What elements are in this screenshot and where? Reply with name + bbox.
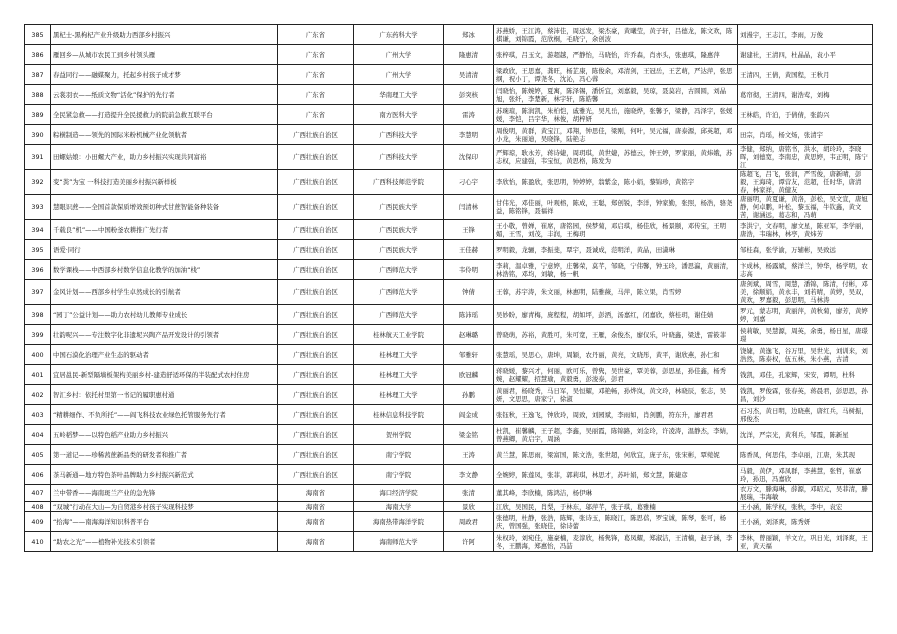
school-cell: 南方医科大学 <box>354 105 444 125</box>
project-title: “园丁”公益计划——助力农村幼儿教师专业成长 <box>51 305 278 325</box>
school-cell: 广西民族大学 <box>354 195 444 220</box>
row-number: 403 <box>25 405 51 425</box>
advisors-cell: 罗元，蒙志明，黄丽萍，黄秋菊，廖芳，黄婷婷，刘嘉 <box>738 305 873 325</box>
province-cell: 广西壮族自治区 <box>278 325 354 345</box>
leader-cell: 陈沛瑶 <box>444 305 494 325</box>
table-row <box>25 512 873 532</box>
table-row <box>25 385 873 405</box>
table-row <box>25 465 873 485</box>
members-cell: 张钰秋，王逸飞，钟欣玲，周致，刘园斌，李雨如，肖剑鹏，符东升，廖君君 <box>494 405 738 425</box>
leader-cell: 雷涛 <box>444 105 494 125</box>
advisors-cell: 李林，曾丽颖，羊文立，巩日光，刘泽爽，王亚，黄天福 <box>738 532 873 552</box>
row-number: 395 <box>25 240 51 260</box>
row-number: 400 <box>25 345 51 365</box>
advisors-cell: 王小涵，陈学权，张秋，李中，袁宏 <box>738 502 873 512</box>
province-cell: 广西壮族自治区 <box>278 365 354 385</box>
school-cell: 广西师范大学 <box>354 260 444 280</box>
advisors-cell: 邹桂森，张学渝，万辅彬，吴致远 <box>738 240 873 260</box>
school-cell: 广西师范大学 <box>354 305 444 325</box>
leader-cell: 闫清林 <box>444 195 494 220</box>
row-number: 385 <box>25 25 51 45</box>
province-cell: 广东省 <box>278 65 354 85</box>
project-title: 智汇乡村：依托村里第一书记的履职惠村通 <box>51 385 278 405</box>
row-number: 387 <box>25 65 51 85</box>
school-cell: 南宁学院 <box>354 465 444 485</box>
table-row <box>25 325 873 345</box>
province-cell: 广东省 <box>278 105 354 125</box>
table-row <box>25 502 873 512</box>
school-cell: 海南大学 <box>354 502 444 512</box>
row-number: 407 <box>25 485 51 502</box>
project-title: 田螺姑娘：小田螺大产业，助力乡村振兴实现共同富裕 <box>51 145 278 170</box>
advisors-cell: 田宗，肖瑶，杨文炀，张清宇 <box>738 125 873 145</box>
leader-cell: 周政君 <box>444 512 494 532</box>
project-title: 茶马新通—地方特色茶叶品牌助力乡村振兴新范式 <box>51 465 278 485</box>
project-title: 壮韵呢兴——专注数字化非遗坭兴陶产品开发设计的引领者 <box>51 325 278 345</box>
province-cell: 广西壮族自治区 <box>278 305 354 325</box>
advisors-cell: 李健，郑纳，唐铭书，洪水，胡玲玲，李晓晖，刘德宽，李南忠，黄思婷，韦正明，陈宁江 <box>738 145 873 170</box>
school-cell: 桂林理工大学 <box>354 365 444 385</box>
table-row <box>25 445 873 465</box>
school-cell: 桂林理工大学 <box>354 385 444 405</box>
province-cell: 海南省 <box>278 485 354 502</box>
project-title: 五岭稻梦——以特色稻产业助力乡村振兴 <box>51 425 278 445</box>
project-title: 云裳羽衣——纸质文物“活化”保护的先行者 <box>51 85 278 105</box>
members-cell: 曾晓萌，苏裕，黄胜可，朱可宽，王雁，余俊杰，廖仅乐，叶晓鑫，梁进，雷筱菲 <box>494 325 738 345</box>
advisors-cell: 唐剑斌，周雪，周慧，潘锦，陈清，付彬，邓美，徐顺娟，黄永丰，刘若晴，黄婷，吴双，黄欢，罗嘉毅，彭思明，马林涛 <box>738 280 873 305</box>
project-title: 金风计划——西部乡村学生卓然成长的引航者 <box>51 280 278 305</box>
project-table <box>24 24 873 552</box>
leader-cell: 孙鹏 <box>444 385 494 405</box>
leader-cell: 钟倩 <box>444 280 494 305</box>
province-cell: 广西壮族自治区 <box>278 345 354 365</box>
row-number: 394 <box>25 220 51 240</box>
school-cell: 海南热带海洋学院 <box>354 512 444 532</box>
leader-cell: 李慧明 <box>444 125 494 145</box>
members-cell: 张梓琪，吕玉文，游超越，严静怡，马晓怡，许乔森，肖亦头，张惠琪，隆惠萍 <box>494 45 738 65</box>
province-cell: 广东省 <box>278 85 354 105</box>
table-row <box>25 405 873 425</box>
leader-cell: 景欣 <box>444 502 494 512</box>
table-row <box>25 280 873 305</box>
project-title: “拾海”——南海海洋知识科普平台 <box>51 512 278 532</box>
row-number: 398 <box>25 305 51 325</box>
province-cell: 广西壮族自治区 <box>278 405 354 425</box>
project-title: 第一道记——珍稀茜蔗新品类的研发者和推广者 <box>51 445 278 465</box>
table-row <box>25 45 873 65</box>
row-number: 389 <box>25 105 51 125</box>
leader-cell: 隆惠清 <box>444 45 494 65</box>
table-row <box>25 532 873 552</box>
row-number: 397 <box>25 280 51 305</box>
members-cell: 王蓉，苏宇涛，朱文丽，林惠明，陆雅薇，马萍，陈立果，肖雪婷 <box>494 280 738 305</box>
leader-cell: 李文静 <box>444 465 494 485</box>
row-number: 388 <box>25 85 51 105</box>
members-cell: 李欣怡，陈盈欣，张思明，钟婷婷，翁紫金，陈小娟，黎锦珍，黄铭宇 <box>494 170 738 195</box>
members-cell: 张德明，杜静，张浩，陈辉，张诗玉，陈晓江，陈思蓓，罗宝诚，陈琴，张可，杨庆，曾国强，张晓佳，徐诗蕾 <box>494 512 738 532</box>
school-cell: 海南师范大学 <box>354 532 444 552</box>
project-title: 语爱·同行 <box>51 240 278 260</box>
project-title: “助农之光”——植物补光技术引领者 <box>51 532 278 552</box>
school-cell: 华南理工大学 <box>354 85 444 105</box>
row-number: 399 <box>25 325 51 345</box>
project-title: 千载良”机”——中国粉釜农耕推广先行者 <box>51 220 278 240</box>
province-cell: 广东省 <box>278 45 354 65</box>
row-number: 405 <box>25 445 51 465</box>
advisors-cell: 王林皓，许泊，于倩倩，张韵兴 <box>738 105 873 125</box>
province-cell: 广西壮族自治区 <box>278 170 354 195</box>
table-row <box>25 305 873 325</box>
province-cell: 广西壮族自治区 <box>278 195 354 220</box>
members-cell: 李莉，温卓雅，宁意婷，庄馨荣，莫芊，邹晓，宁伟馨，钟玉玲，潘思瀛，黄丽清，林浩铭，邓均，刘敏，杨一帆 <box>494 260 738 280</box>
project-title: 慧眼识蔗——全国首款保质增效预切种式甘蔗智能备种装备 <box>51 195 278 220</box>
members-cell: 王小敬，曾婵，崔席，唐铭园，侯梦菊，邓启琪，杨佳欣，杨景颐，邓传宝，王明媚，王雪，刘茂，丰润，王梅玥 <box>494 220 738 240</box>
project-title: 兰中带香——海南斑兰产业的急先锋 <box>51 485 278 502</box>
table-row <box>25 260 873 280</box>
leader-cell: 梁金铭 <box>444 425 494 445</box>
row-number: 390 <box>25 125 51 145</box>
table-row <box>25 25 873 45</box>
table-row <box>25 145 873 170</box>
school-cell: 广东药科大学 <box>354 25 444 45</box>
row-number: 402 <box>25 385 51 405</box>
leader-cell: 韦伶明 <box>444 260 494 280</box>
province-cell: 广西壮族自治区 <box>278 425 354 445</box>
advisors-cell: 刘漫宇，王志江，李雨，万俊 <box>738 25 873 45</box>
project-title: 宜居邕民-新型隔墙板架构美丽乡村-建造舒适环保的半装配式农村住房 <box>51 365 278 385</box>
school-cell: 广西科技大学 <box>354 145 444 170</box>
leader-cell: 阎金成 <box>444 405 494 425</box>
province-cell: 广西壮族自治区 <box>278 465 354 485</box>
school-cell: 桂林航天工业学院 <box>354 325 444 345</box>
table-row <box>25 485 873 502</box>
advisors-cell: 葛帘彻，王清四，谢浩莺，刘梅 <box>738 85 873 105</box>
row-number: 391 <box>25 145 51 170</box>
province-cell: 广西壮族自治区 <box>278 385 354 405</box>
province-cell: 广东省 <box>278 25 354 45</box>
row-number: 410 <box>25 532 51 552</box>
project-title: 春益同行——融媒聚力，托起乡村孩子成才梦 <box>51 65 278 85</box>
row-number: 406 <box>25 465 51 485</box>
school-cell: 广西民族大学 <box>354 220 444 240</box>
advisors-cell: 马毅，黄伊，邓凤群，李燕慧，张哲，崔嘉玲，孙迅，冯嘉欣 <box>738 465 873 485</box>
project-title: 全民紧急救——打造提升全民援救力的院前急救互联平台 <box>51 105 278 125</box>
members-cell: 罗明毅，龙骊，李振斐，覃宇，聂诚成，范明洋，黄晶，田潇琳 <box>494 240 738 260</box>
advisors-cell: 侯莉敏，吴慧源，周英，余勇，杨日星，唐璟璟 <box>738 325 873 345</box>
table-row <box>25 125 873 145</box>
members-cell: 朱权玲，刘宛佳，施豪楠，麦淳欣，杨隽锋，葛凤耀，郑淑洁，王清楠，赵子涵，李冬，王鹏海，郑惠怡，冯喆 <box>494 532 738 552</box>
advisors-cell: 卞成林，杨露斌，蔡洋兰，钟华，杨学明，农志高 <box>738 260 873 280</box>
members-cell: 江欣，吴国民，肖梨，于林东，邬萍芊，张子琪，葛雅楠 <box>494 502 738 512</box>
members-cell: 董其峰，李欣楠，陈鸿洁，杨伊琳 <box>494 485 738 502</box>
advisors-cell: 王小涵，刘泽爽，陈秀妍 <box>738 512 873 532</box>
leader-cell: 沈保印 <box>444 145 494 170</box>
project-title: 黑杞士-黑枸杞产业升级助力西部乡村振兴 <box>51 25 278 45</box>
province-cell: 广西壮族自治区 <box>278 445 354 465</box>
school-cell: 广西科技师范学院 <box>354 170 444 195</box>
advisors-cell: 陈超飞，吕飞，张润，严雪俊，唐新晴，彭毅，王海琦，谭营友，范超，任时华，唐清春，林家祥，黄健友 <box>738 170 873 195</box>
members-cell: 梁政欣，王思嘉，龚旺，杨芷康，陈俊余，邓清剑，王冠岳，王艺萌，严达萍，张思纲，祝小丁，谭尧冬，沈沁，冯心蓉 <box>494 65 738 85</box>
table-row <box>25 195 873 220</box>
school-cell: 广西科技大学 <box>354 125 444 145</box>
leader-cell: 彭突核 <box>444 85 494 105</box>
project-title: 中国石漠化治理产业生态的驱动者 <box>51 345 278 365</box>
table-row <box>25 105 873 125</box>
leader-cell: 王锋 <box>444 220 494 240</box>
table-row <box>25 65 873 85</box>
project-title: 变“粪”为宝 一科技打造美丽乡村振兴新样板 <box>51 170 278 195</box>
school-cell: 广西师范大学 <box>354 280 444 305</box>
members-cell: 苏燕娇，王江涛，蔡沛佳，周远发，梁杰豪，黄曦莹，黄子轩，吕德龙，陈文欢，陈棋谦，刘锦霞，范欣桐，毛晓宁，余创波 <box>494 25 738 45</box>
school-cell: 南宁学院 <box>354 445 444 465</box>
school-cell: 贺州学院 <box>354 425 444 445</box>
table-row <box>25 220 873 240</box>
row-number: 392 <box>25 170 51 195</box>
advisors-cell: 唐丽明，黄夏谦，黄洛，彭松，吴文宣，唐旭静，何卓鹏，叶松，黎玉福，牛钦鑫，黄文苦，谢涵远，葛志和，冯萌 <box>738 195 873 220</box>
members-cell: 吴妙盼，廖青梅，庞程程，胡如坪，彭洒，汤嘉红，闭嘉欣，蔡桂玥，谢佳婧 <box>494 305 738 325</box>
members-cell: 闫晓怡，陈婉婷，夏寓，陈泽锡，潘忻宜，刘嘉毅，吴琼，聂莫岩，古圆圆，刘晶旭，张纤，李楚新，林宇轩，陈皓馨 <box>494 85 738 105</box>
members-cell: 张慧瑶，吴思心，唐坤，周颖，农丹丽，黄亮，文晓彤，黄平，谢欣燕，孙仁和 <box>494 345 738 365</box>
school-cell: 桂林信息科技学院 <box>354 405 444 425</box>
leader-cell: 邹雅轩 <box>444 345 494 365</box>
table-row <box>25 425 873 445</box>
project-title: “精耕细作、不负所托”——阎飞科技农业绿色托管服务先行者 <box>51 405 278 425</box>
table-row <box>25 345 873 365</box>
row-number: 396 <box>25 260 51 280</box>
table-body <box>25 25 873 552</box>
advisors-cell: 谢建社，王清四，杜晶晶，袁小平 <box>738 45 873 65</box>
leader-cell: 王佳赫 <box>444 240 494 260</box>
leader-cell: 王涛 <box>444 445 494 465</box>
province-cell: 海南省 <box>278 512 354 532</box>
leader-cell: 欧冠麟 <box>444 365 494 385</box>
project-title: 雁回乡—从城市农民工到乡村领头雁 <box>51 45 278 65</box>
province-cell: 海南省 <box>278 532 354 552</box>
members-cell: 蒋晓媛，黎兴才，何丽，欧可乐，曾隽，吴世豪，覃美蓉，彭思星，孙佳鑫，杨秀婉，赵耀耀，招慧瑜，黄毅勇，彭浚泰，彭君 <box>494 365 738 385</box>
advisors-cell: 钱凯，邓佳，孔家辉，宋安，谭明，杜科 <box>738 365 873 385</box>
leader-cell: 赵琳璐 <box>444 325 494 345</box>
document-sheet <box>24 24 872 552</box>
school-cell: 广州大学 <box>354 65 444 85</box>
row-number: 408 <box>25 502 51 512</box>
leader-cell: 吴清清 <box>444 65 494 85</box>
province-cell: 广西壮族自治区 <box>278 145 354 170</box>
leader-cell: 刁心宇 <box>444 170 494 195</box>
province-cell: 海南省 <box>278 502 354 512</box>
school-cell: 海口经济学院 <box>354 485 444 502</box>
advisors-cell: 沈洋，严宗光，黄利兵，邹霞，陈新星 <box>738 425 873 445</box>
table-row <box>25 240 873 260</box>
row-number: 401 <box>25 365 51 385</box>
province-cell: 广西壮族自治区 <box>278 260 354 280</box>
advisors-cell: 陈香凤，何思伟，李卓丽，江唐，朱其现 <box>738 445 873 465</box>
province-cell: 广西壮族自治区 <box>278 220 354 240</box>
advisors-cell: 饶婕，黄逸飞，谷万里，吴世光，刘训来，刘浩然，陈泰权，伍五林，朱小燕，古清 <box>738 345 873 365</box>
row-number: 393 <box>25 195 51 220</box>
members-cell: 黄丽君，杨晓秀，马日军，吴恒耀，邓艳畅，孙烨岚，黄文玲，林晓辰，张志，吴妍，文思思，唐家宁，徐淑 <box>494 385 738 405</box>
members-cell: 苏琬瑄，陈润凯，朱柏恺，戚雅光，吴凡岳，施晓烨，张馨予，梁静，冯泽宇，张媛媛，李恺，吕宇华，林俊，胡梓妍 <box>494 105 738 125</box>
school-cell: 广西民族大学 <box>354 240 444 260</box>
members-cell: 黄兰慧，陈思雨，梁富国，陈文浩，张世超，何欣宜，庞子东，张宋彬，覃菀妮 <box>494 445 738 465</box>
province-cell: 广西壮族自治区 <box>278 125 354 145</box>
members-cell: 严辉琼，耿永芳，蒋诗婕，周玥琪，黄世婕，苏德云，钟王婷，罗家丽，黄炜娥，苏志权，应建强，韦宝恒，黄思格，陈发为 <box>494 145 738 170</box>
row-number: 404 <box>25 425 51 445</box>
school-cell: 广州大学 <box>354 45 444 65</box>
project-title: “双城”行动在大山—为自贸港乡村孩子实现科技梦 <box>51 502 278 512</box>
row-number: 409 <box>25 512 51 532</box>
project-title: 数学课栈——中西部乡村数学信息化教学的加油“栈” <box>51 260 278 280</box>
leader-cell: 张清 <box>444 485 494 502</box>
advisors-cell: 钱凯，罗俊霖，张春英，蒋晨君，彭思思，孙昌，刘沙 <box>738 385 873 405</box>
members-cell: 周俊明，黄群，黄宝江，邓翔，钟思佳，梁刚，何叶，吴元福，唐泰源，邱英超，邓小龙，朱丽迪，吴晓锋，陆艳志 <box>494 125 738 145</box>
members-cell: 甘伟光，邓佳丽，叶观榕，陈成，王聪，郑创锐，李洋，钟家勤，张照，杨浩，骆尧益，陈铭锋，聂福祥 <box>494 195 738 220</box>
table-row <box>25 85 873 105</box>
members-cell: 全婉婷，陈莲凤，张菲，郭莉琪，林思才，苏叶娟，郑文慧，陈婕彦 <box>494 465 738 485</box>
table-row <box>25 365 873 385</box>
school-cell: 桂林理工大学 <box>354 345 444 365</box>
advisors-cell: 石习杰，黄日明，边晓燕，唐红兵，马树振，邢俊杰 <box>738 405 873 425</box>
project-title: 粽横制造——领先的国际米粉机械产业化领航者 <box>51 125 278 145</box>
province-cell: 广西壮族自治区 <box>278 280 354 305</box>
leader-cell: 许阿 <box>444 532 494 552</box>
advisors-cell: 王清四，王倩，黄国程，王秋月 <box>738 65 873 85</box>
province-cell: 广西壮族自治区 <box>278 240 354 260</box>
advisors-cell: 衣万文，滕海琳，薛源，邓昭元，吴菲清，滕展瑞，韦海敏 <box>738 485 873 502</box>
advisors-cell: 李洪宁，文春明，廖文星，陈亚军，李学丽，唐浩，韦瑞林，林亭，黄炜芳 <box>738 220 873 240</box>
members-cell: 杜凯，崔馨麟，王子超，李鑫，吴丽霞，陈锦路，刘金玲，许凌涛，温静杰，李婧，曾燕卿，黄启宇，周涵 <box>494 425 738 445</box>
row-number: 386 <box>25 45 51 65</box>
table-row <box>25 170 873 195</box>
leader-cell: 郑冰 <box>444 25 494 45</box>
